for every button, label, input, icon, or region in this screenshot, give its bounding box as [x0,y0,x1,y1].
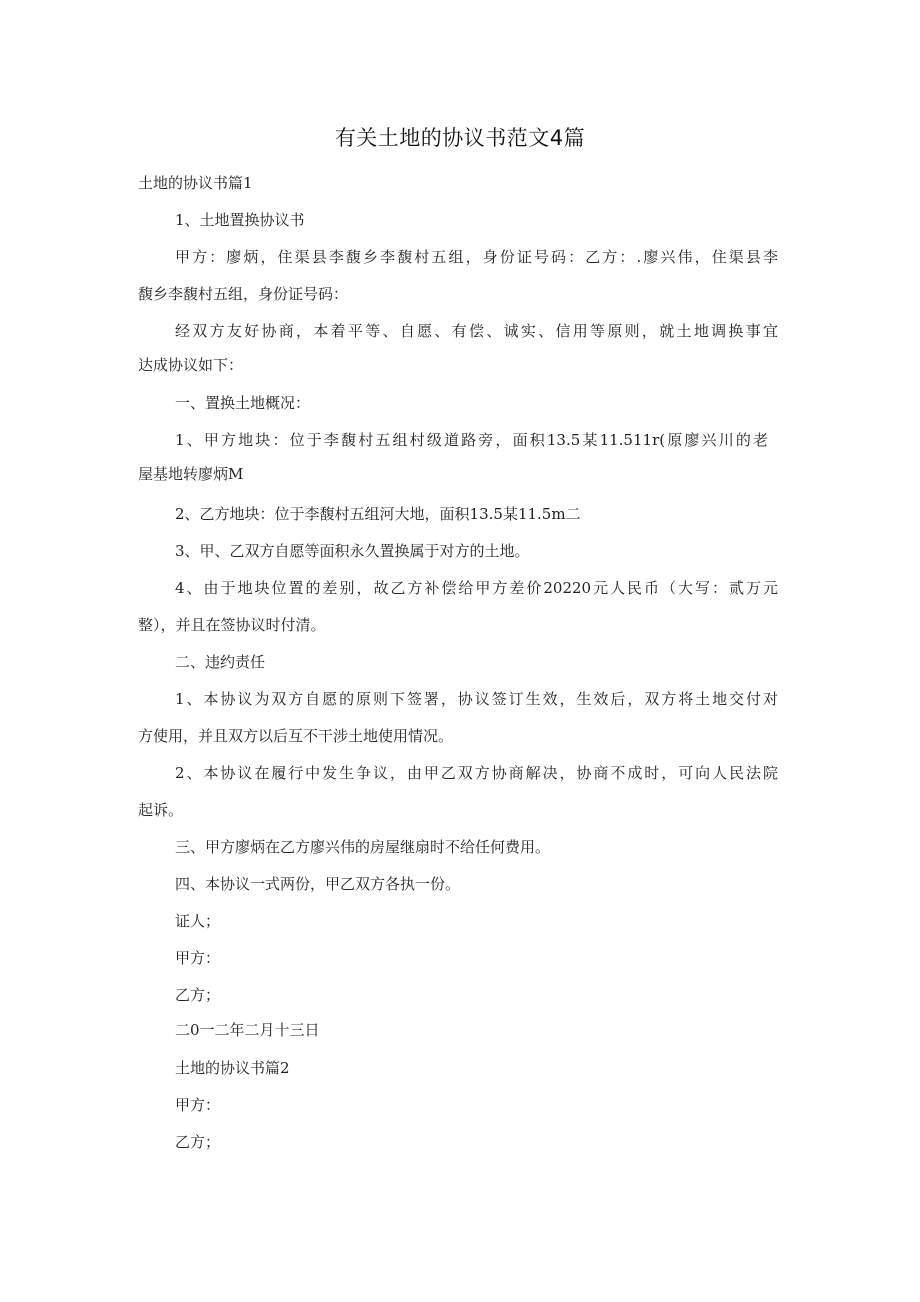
party-a-label: 甲方： [175,949,221,967]
paragraph-line: 一、置换土地概况： [175,394,311,412]
document-title: 有关土地的协议书范文4篇 [334,126,586,150]
party-b-label: 乙方； [175,1133,221,1151]
document-date: 二0一二年二月十三日 [175,1021,320,1039]
paragraph-line: 二、违约责任 [175,653,266,671]
paragraph-line: 馥乡李馥村五组，身份证号码： [138,285,349,303]
paragraph-line: 甲方：廖炳，住渠县李馥乡李馥村五组，身份证号码：乙方：.廖兴伟，住渠县李 [175,248,778,266]
paragraph-line: 经双方友好协商，本着平等、自愿、有偿、诚实、信用等原则，就土地调换事宜 [175,322,778,340]
paragraph-line: 2、乙方地块：位于李馥村五组河大地，面积13.5某11.5m二 [175,505,581,523]
paragraph-line: 4、由于地块位置的差别，故乙方补偿给甲方差价20220元人民币（大写：贰万元 [175,579,778,597]
paragraph-line: 达成协议如下： [138,356,244,374]
paragraph-line: 整），并且在签协议时付清。 [138,616,326,634]
paragraph-line: 四、本协议一式两份，甲乙双方各执一份。 [175,875,461,893]
paragraph-line: 1、土地置换协议书 [175,211,305,229]
party-a-label: 甲方： [175,1096,221,1114]
paragraph-line: 1、甲方地块：位于李馥村五组村级道路旁，面积13.5某11.511r(原廖兴川的老 [175,431,768,449]
paragraph-line: 方使用，并且双方以后互不干涉土地使用情况。 [138,727,454,745]
paragraph-line: 3、甲、乙双方自愿等面积永久置换属于对方的土地。 [175,542,530,560]
paragraph-line: 屋基地转廖炳M [138,465,244,483]
party-b-label: 乙方； [175,986,221,1004]
paragraph-line: 2、本协议在履行中发生争议，由甲乙双方协商解决，协商不成时，可向人民法院 [175,764,778,782]
paragraph-line: 1、本协议为双方自愿的原则下签署，协议签订生效，生效后，双方将土地交付对 [175,690,778,708]
paragraph-line: 起诉。 [138,801,184,819]
witness-label: 证人； [175,912,221,930]
section-heading: 土地的协议书篇1 [138,174,253,192]
section-heading: 土地的协议书篇2 [175,1059,290,1077]
paragraph-line: 三、甲方廖炳在乙方廖兴伟的房屋继扇时不给任何费用。 [175,838,551,856]
